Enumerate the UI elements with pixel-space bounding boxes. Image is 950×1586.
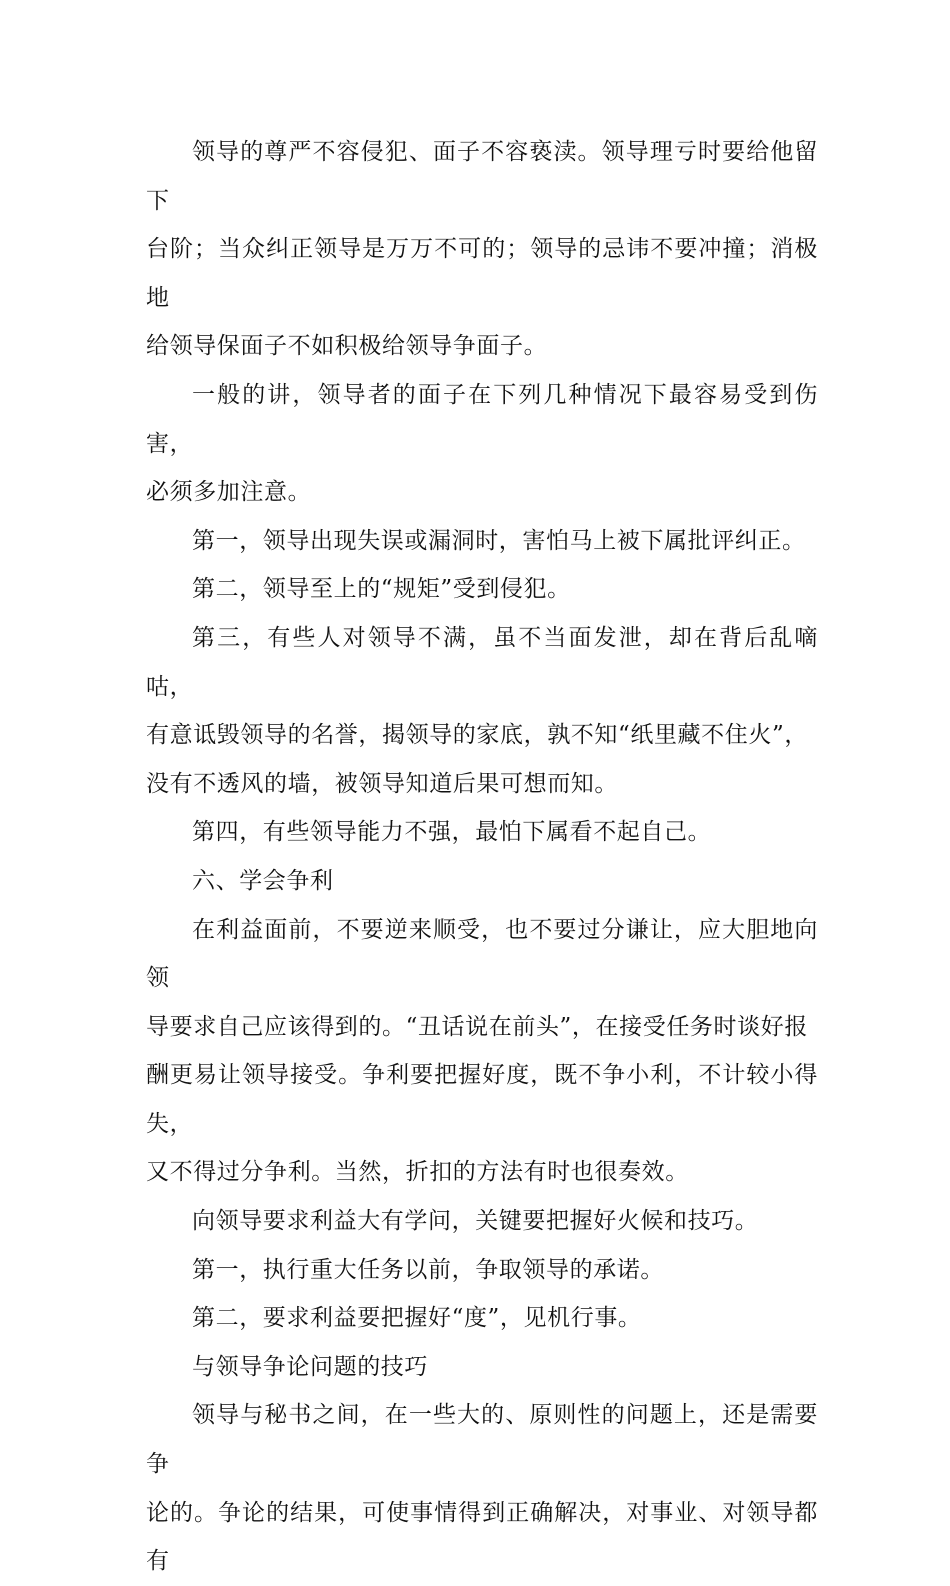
paragraph-third-gossip: 第三，有些人对领导不满，虽不当面发泄，却在背后乱嘀咕， 有意诋毁领导的名誉，揭领导的家底，孰不知“纸里藏不住火”， 没有不透风的墙，被领导知道后果可想而知。 [146,624,818,797]
paragraph-claim-benefits: 在利益面前，不要逆来顺受，也不要过分谦让，应大胆地向领 导要求自己应该得到的。“丑话说在前头”，在接受任务时谈好报 酬更易让领导接受。争利要把握好度，既不争小利，不计较小得失， 又不得过分争利。当然，折扣的方法有时也很奏效。 [146,916,818,1186]
paragraph-benefits-skill: 向领导要求利益大有学问，关键要把握好火候和技巧。 [192,1208,759,1235]
paragraph-first-mistakes: 第一，领导出现失误或漏洞时，害怕马上被下属批评纠正。 [192,527,806,554]
paragraph-leader-dignity: 领导的尊严不容侵犯、面子不容亵渎。领导理亏时要给他留下 台阶；当众纠正领导是万万不可的；领导的忌讳不要冲撞；消极地 给领导保面子不如积极给领导争面子。 [146,139,818,360]
paragraph-face-harm-intro: 一般的讲，领导者的面子在下列几种情况下最容易受到伤害， 必须多加注意。 [146,381,818,506]
section-heading-learn-to-claim-benefits: 六、学会争利 [192,867,334,894]
paragraph-first-promise: 第一，执行重大任务以前，争取领导的承诺。 [192,1256,664,1283]
paragraph-debate-intro: 领导与秘书之间，在一些大的、原则性的问题上，还是需要争 论的。争论的结果，可使事情得到正确解决，对事业、对领导都有 [146,1402,818,1575]
paragraph-fourth-ability: 第四，有些领导能力不强，最怕下属看不起自己。 [192,819,712,846]
paragraph-second-degree: 第二，要求利益要把握好“度”，见机行事。 [192,1305,642,1332]
document-body [146,128,818,1586]
paragraph-second-rules: 第二，领导至上的“规矩”受到侵犯。 [192,576,571,603]
section-heading-debate-skills: 与领导争论问题的技巧 [192,1353,428,1380]
